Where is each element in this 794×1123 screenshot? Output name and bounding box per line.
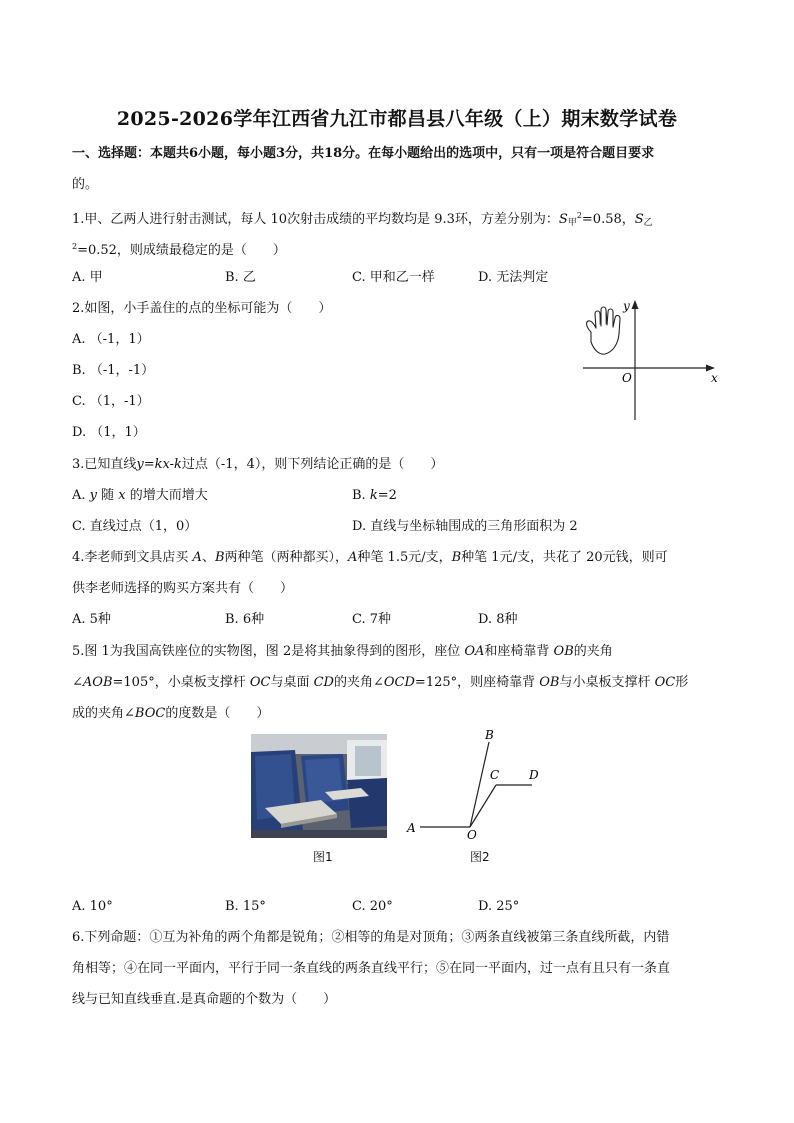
exam-title: 2025-2026学年江西省九江市都昌县八年级（上）期末数学试卷 (116, 108, 678, 130)
q1-s-jia: S (558, 212, 568, 227)
label-b: B (485, 728, 494, 742)
q3-option-c: C. 直线过点（1，0） (72, 519, 198, 534)
q5-option-c: C. 20° (352, 899, 393, 914)
q1-line2 (72, 238, 286, 260)
q4-option-d: D. 8种 (478, 612, 518, 627)
ray-ob (470, 742, 489, 827)
q4-var-b-2: B (451, 550, 462, 565)
q4-line1 (72, 549, 668, 567)
q1-val-jia: =0.58， (581, 212, 635, 227)
q4-var-b: B (214, 550, 225, 565)
q4-line1-d: 种笔 1元/支，共花了 20元钱，则可 (461, 550, 668, 565)
q2-option-b: B. （-1，-1） (72, 363, 155, 378)
q1-s-yi: S (634, 212, 644, 227)
segment-oc (470, 785, 496, 827)
q4-line1-b: 两种笔（两种都买）， (224, 550, 349, 565)
q5-ob-2: OB (539, 675, 560, 690)
hand-icon (587, 307, 620, 354)
q5-option-a: A. 10° (72, 899, 113, 914)
q5-line3-b: 的度数是（ ） (165, 706, 270, 721)
q3-option-d: D. 直线与坐标轴围成的三角形面积为 2 (352, 519, 578, 534)
q4-line1-a: 4.李老师到文具店买 (72, 550, 193, 565)
q3-stem-b: 过点（-1，4），则下列结论正确的是（ ） (181, 457, 444, 472)
q4-line2: 供李老师选择的购买方案共有（ ） (72, 581, 294, 596)
q2-coordinate-figure (575, 296, 725, 424)
q4-line1-c: 种笔 1.5元/支， (357, 550, 452, 565)
q1-option-b: B. 乙 (225, 270, 256, 285)
label-c: C (490, 768, 500, 782)
q1-sub-jia: 甲 (567, 218, 577, 228)
q3-option-b-prefix: B. (352, 488, 370, 503)
q5-option-d: D. 25° (478, 899, 520, 914)
train-seat-photo (251, 734, 387, 838)
q5-oc: OC (249, 675, 271, 690)
q5-line2-f: 与小桌板支撑杆 (559, 675, 655, 690)
q1-sup-yi: 2 (72, 242, 78, 251)
q4-option-a: A. 5种 (72, 612, 111, 627)
q3-option-a-prefix: A. (72, 488, 90, 503)
q2-option-c: C. （1，-1） (72, 394, 150, 409)
q3-option-b-k: k (369, 488, 378, 503)
q1-line2-text: =0.52，则成绩最稳定的是（ ） (77, 243, 286, 258)
q4-sep: 、 (201, 550, 215, 565)
q6-line2: 角相等；④在同一平面内，平行于同一条直线的两条直线平行；⑤在同一平面内，过一点有且只有一条直 (72, 961, 671, 976)
q1-sup-jia: 2 (576, 211, 582, 220)
q5-cd: CD (313, 675, 334, 690)
q5-line2-g: 形 (675, 675, 689, 690)
q5-line3-a: 成的夹角∠ (72, 706, 135, 721)
q3-option-a-mid: 随 (97, 488, 119, 503)
q2-option-d: D. （1，1） (72, 425, 146, 440)
q5-line1 (72, 643, 613, 661)
q5-oc-2: OC (654, 675, 676, 690)
x-axis-label: x (711, 371, 718, 385)
q3-equation: y=kx-k (136, 457, 182, 472)
train-seat-drawing (251, 734, 387, 838)
q4-option-c: C. 7种 (352, 612, 392, 627)
q5-line2-b: =105°，小桌板支撑杆 (112, 675, 250, 690)
q5-line3 (72, 705, 269, 723)
figure2-caption: 图2 (470, 850, 490, 864)
q1-option-a: A. 甲 (72, 270, 103, 285)
q1-option-c: C. 甲和乙一样 (352, 270, 435, 285)
q1-option-d: D. 无法判定 (478, 270, 549, 285)
q3-option-b-post: =2 (377, 488, 397, 503)
q4-var-a: A (192, 550, 202, 565)
q5-ocd: OCD (383, 675, 415, 690)
q5-line2-a: ∠ (72, 675, 83, 690)
q5-ob: OB (553, 644, 574, 659)
figure1-caption: 图1 (313, 850, 333, 864)
q1-line1 (72, 207, 653, 232)
label-d: D (529, 768, 539, 782)
q3-option-a-post: 的增大而增大 (125, 488, 208, 503)
q1-sub-yi: 乙 (643, 218, 653, 228)
y-axis-arrow (632, 300, 639, 309)
section-header-line2: 的。 (72, 177, 99, 192)
q5-line2-e: =125°，则座椅靠背 (414, 675, 540, 690)
q1-stem: 1.甲、乙两人进行射击测试，每人 10次射击成绩的平均数均是 9.3环，方差分别为： (72, 212, 559, 227)
q6-line3: 线与已知直线垂直.是真命题的个数为（ ） (72, 992, 337, 1007)
q3-stem (72, 456, 443, 474)
q5-line1-c: 的夹角 (573, 644, 613, 659)
q5-line2-d: 的夹角∠ (333, 675, 384, 690)
q5-option-b: B. 15° (225, 899, 266, 914)
section-header-line1: 一、选择题：本题共6小题，每小题3分，共18分。在每小题给出的选项中，只有一项是符合题目要求 (72, 146, 655, 161)
q5-oa: OA (464, 644, 485, 659)
q5-line2 (72, 674, 688, 692)
q3-option-a (72, 487, 208, 505)
q4-option-b: B. 6种 (225, 612, 265, 627)
q5-line1-b: 和座椅靠背 (484, 644, 554, 659)
q2-option-a: A. （-1，1） (72, 332, 150, 347)
q6-line1: 6.下列命题：①互为补角的两个角都是锐角；②相等的角是对顶角；③两条直线被第三条直线所截，内错 (72, 930, 670, 945)
q3-stem-a: 3.已知直线 (72, 457, 137, 472)
q3-option-a-y: y (89, 488, 98, 503)
q5-aob: AOB (82, 675, 113, 690)
origin-label: O (622, 371, 632, 385)
q5-line1-a: 5.图 1为我国高铁座位的实物图，图 2是将其抽象得到的图形，座位 (72, 644, 465, 659)
y-axis-label: y (623, 299, 630, 313)
q3-option-a-x: x (118, 488, 126, 503)
q5-line2-c: 与桌面 (270, 675, 314, 690)
label-o: O (467, 828, 477, 842)
q5-boc: BOC (134, 706, 166, 721)
q5-angle-figure (400, 724, 550, 844)
q4-var-a-2: A (348, 550, 358, 565)
label-a: A (407, 821, 416, 835)
q3-option-b (352, 487, 397, 505)
q2-stem: 2.如图，小手盖住的点的坐标可能为（ ） (72, 301, 332, 316)
